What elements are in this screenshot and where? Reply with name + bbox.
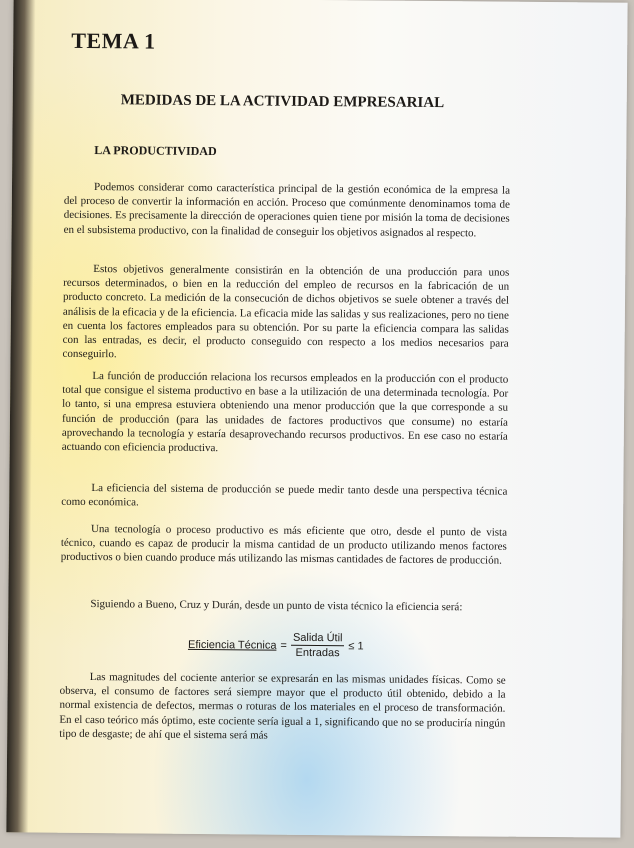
section-heading: LA PRODUCTIVIDAD — [94, 143, 217, 159]
book-spine-shadow — [6, 0, 35, 832]
page-title: MEDIDAS DE LA ACTIVIDAD EMPRESARIAL — [120, 92, 445, 112]
book-page — [6, 0, 627, 838]
formula-fraction — [291, 632, 345, 659]
formula-equals: = — [280, 639, 287, 652]
formula-denominator: Entradas — [295, 646, 340, 660]
formula-numerator: Salida Útil — [291, 632, 345, 646]
paragraph: La eficiencia del sistema de producción se puede medir tanto desde una perspectiva técnica como económica. — [61, 482, 508, 509]
efficiency-formula — [188, 631, 364, 660]
chapter-heading: TEMA 1 — [71, 27, 156, 54]
paragraph: Siguiendo a Bueno, Cruz y Durán, desde un punto de vista técnico la eficiencia será: — [90, 598, 463, 614]
paragraph: La función de producción relaciona los recursos empleados en la producción con el producto total que consigue el sistema productivo en base a la utilización de una determinada tecnología. Por lo tanto, si una empresa estuviera obteniendo una menor producción que la que corresponde a su función de producción (para las unidades de factores productivos que consume) no estaría aprovechando la tecnología y estaría desaprovechando recursos productivos. En ese caso no estaría actuando con eficiencia productiva. — [61, 370, 509, 455]
formula-rhs: ≤ 1 — [348, 639, 364, 652]
formula-lhs: Eficiencia Técnica — [187, 638, 277, 652]
page-content — [59, 0, 512, 742]
paragraph: Estos objetivos generalmente consistirán en la obtención de una producción para unos recursos determinados, o bien en la reducción del empleo de recursos en la fabricación de un producto concreto. La medición de la consecución de dichos objetivos se suele obtener a través del análisis de la eficacia y de la eficiencia. La eficacia mide las salidas y sus realizaciones, pero no tiene en cuenta los factores empleados para su obtención. Por su parte la eficiencia compara las salidas con las entradas, es decir, el producto conseguido con respecto a los medios necesarios para conseguirlo. — [62, 263, 510, 361]
paragraph: Podemos considerar como característica principal de la gestión económica de la empresa la del proceso de convertir la información en acción. Proceso que comúnmente denominamos toma de decisiones. Es precisamente la dirección de operaciones quien tiene por misión la toma de decisiones en el subsistema productivo, con la finalidad de conseguir los objetivos asignados al respecto. — [63, 181, 511, 239]
paragraph: Una tecnología o proceso productivo es más eficiente que otro, desde el punto de vista técnico, cuando es capaz de producir la misma cantidad de un producto utilizando menos factores productivos o bien cuando produce más utilizando las mismas cantidades de factores de producción. — [60, 523, 508, 568]
paragraph: Las magnitudes del cociente anterior se expresarán en las mismas unidades físicas. Como se observa, el consumo de factores será siempre mayor que el producto útil obtenido, debido a la normal existencia de defectos, mermas o roturas de los materiales en el proceso de transformación. En el caso teórico más óptimo, este cociente sería igual a 1, significando que no se produciría ningún tipo de desgaste; de ahí que el sistema será más — [59, 671, 506, 742]
